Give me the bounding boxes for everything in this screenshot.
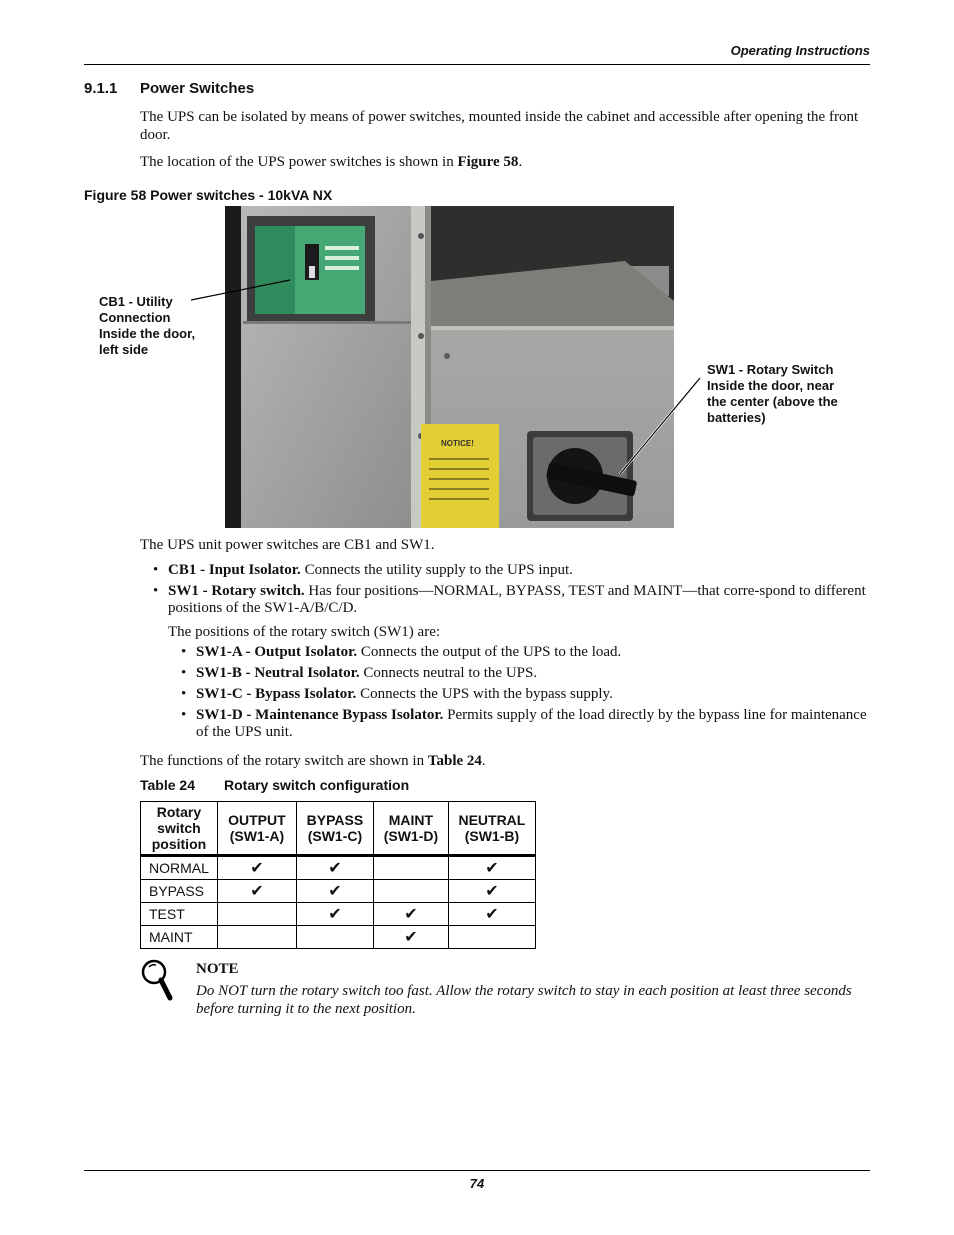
note-text: Do NOT turn the rotary switch too fast. Allow the rotary switch to stay in each position at least three seconds before turning it to the next position. [196, 983, 852, 1017]
running-header: Operating Instructions [730, 43, 870, 58]
list-item: • SW1-C - Bypass Isolator. Connects the UPS with the bypass supply. [181, 686, 613, 702]
switch-list [140, 562, 870, 621]
table-header-row [141, 802, 536, 856]
table-row: NORMAL ✔ ✔ ✔ [141, 856, 536, 880]
list-item: • SW1 - Rotary switch. Has four positions—NORMAL, BYPASS, TEST and MAINT—that corre-spond to different positions of the SW1-A/B/C/D. [153, 583, 866, 616]
section-title: Power Switches [140, 80, 255, 97]
table-row: TEST ✔ ✔ ✔ [141, 903, 536, 926]
page-number: 74 [469, 1176, 485, 1191]
table-row: BYPASS ✔ ✔ ✔ [141, 880, 536, 903]
positions-intro: The positions of the rotary switch (SW1) are: [168, 624, 441, 640]
note-title: NOTE [196, 961, 239, 977]
figure-caption: Figure 58 Power switches - 10kVA NX [84, 187, 333, 203]
section-number: 9.1.1 [84, 80, 118, 97]
column-header: Rotary switch position [141, 802, 218, 856]
table-number: Table 24 [140, 777, 195, 793]
table-title: Rotary switch configuration [224, 777, 410, 793]
column-header: MAINT (SW1-D) [373, 802, 448, 856]
table-caption [140, 777, 409, 793]
column-header: OUTPUT (SW1-A) [217, 802, 296, 856]
table-row: MAINT ✔ [141, 926, 536, 949]
notice-sticker-label: NOTICE! [441, 439, 474, 448]
list-item: • SW1-B - Neutral Isolator. Connects neutral to the UPS. [181, 665, 538, 681]
intro-paragraph: The UPS can be isolated by means of power switches, mounted inside the cabinet and accessible after opening the front door. [140, 109, 859, 143]
callout-cb1: CB1 - Utility Connection Inside the door, left side [99, 294, 196, 357]
rotary-switch-table [140, 801, 536, 949]
footer-rule [84, 1170, 870, 1171]
table-reference-paragraph: The functions of the rotary switch are shown in Table 24. [140, 753, 486, 769]
column-header: NEUTRAL (SW1-B) [448, 802, 535, 856]
list-item: • SW1-A - Output Isolator. Connects the output of the UPS to the load. [181, 644, 622, 660]
callout-sw1: SW1 - Rotary Switch Inside the door, near the center (above the batteries) [707, 362, 838, 425]
column-header: BYPASS (SW1-C) [296, 802, 373, 856]
magnifier-icon [140, 958, 174, 1007]
figure-reference-paragraph: The location of the UPS power switches is shown in Figure 58. [140, 154, 523, 170]
switches-summary: The UPS unit power switches are CB1 and SW1. [140, 537, 435, 553]
list-item: • CB1 - Input Isolator. Connects the utility supply to the UPS input. [153, 562, 573, 578]
position-list [168, 644, 870, 745]
table-link[interactable]: Table 24 [427, 753, 482, 769]
list-item: • SW1-D - Maintenance Bypass Isolator. Permits supply of the load directly by the bypass line for maintenance of the UPS unit. [181, 707, 867, 740]
figure-link[interactable]: Figure 58 [457, 154, 519, 170]
